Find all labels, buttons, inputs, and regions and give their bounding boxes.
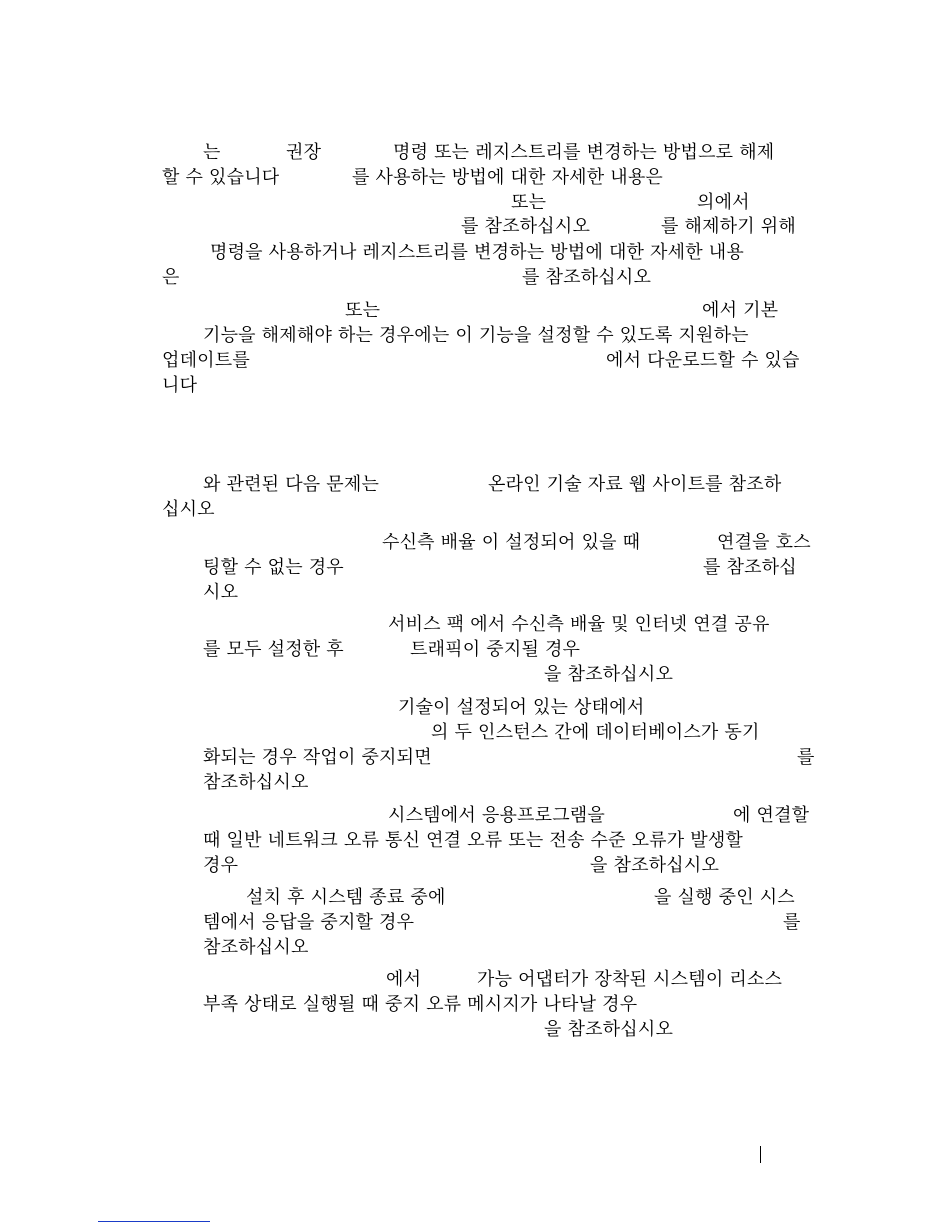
item6-l2: 부족 상태로 실행될 때 중지 오류 메시지가 나타날 경우 (203, 994, 638, 1015)
p2-l2: 기능을 해제해야 하는 경우에는 이 기능을 설정할 수 있도록 지원하는 (203, 325, 749, 346)
item3-l3b: 를 (797, 747, 815, 768)
item6-l3: 을 참조하십시오 (544, 1019, 674, 1040)
item1-l3: 시오 (203, 582, 239, 603)
intro-l1a: 와 관련된 다음 문제는 (203, 474, 380, 495)
p2-l4: 니다 (162, 375, 198, 396)
p2-l3b: 에서 다운로드할 수 있습 (606, 350, 800, 371)
item3-l3a: 화되는 경우 작업이 중지되면 (203, 747, 432, 768)
p1-l2b: 를 사용하는 방법에 대한 자세한 내용은 (352, 167, 664, 188)
page-number-separator (760, 1146, 761, 1163)
item5-l2b: 를 (783, 912, 801, 933)
p2-l3a: 업데이트를 (162, 350, 250, 371)
p1-l3a: 또는 (511, 192, 547, 213)
item1-l2b: 를 참조하십 (703, 557, 797, 578)
item3-l1: 기술이 설정되어 있는 상태에서 (398, 697, 645, 718)
p1-l3b: 의에서 (697, 192, 750, 213)
item4-l2: 때 일반 네트워크 오류 통신 연결 오류 또는 전송 수준 오류가 발생할 (203, 830, 744, 851)
item6-l1b: 가능 어댑터가 장착된 시스템이 리소스 (477, 969, 783, 990)
p1-l4a: 를 참조하십시오 (461, 216, 591, 237)
item1-l1: 수신측 배율 이 설정되어 있을 때 (382, 532, 641, 553)
p2-l1a: 또는 (345, 300, 381, 321)
p1-l1b: 권장 (286, 142, 322, 163)
item4-l1b: 에 연결할 (733, 805, 810, 826)
item2-l1: 서비스 팩 에서 수신측 배율 및 인터넷 연결 공유 (388, 614, 770, 635)
p1-l2a: 할 수 있습니다 (162, 167, 280, 188)
p1-l5: 명령을 사용하거나 레지스트리를 변경하는 방법에 대한 자세한 내용 (210, 242, 744, 263)
item1-l1b: 연결을 호스 (717, 532, 811, 553)
item4-l3a: 경우 (203, 855, 239, 876)
intro-l1b: 온라인 기술 자료 웹 사이트를 참조하 (488, 474, 782, 495)
item5-l1b: 을 실행 중인 시스 (654, 887, 795, 908)
item2-l2b: 트래픽이 중지될 경우 (410, 639, 581, 660)
item3-l2: 의 두 인스턴스 간에 데이터베이스가 동기 (431, 722, 760, 743)
p2-l1b: 에서 기본 (702, 300, 779, 321)
p1-l1c: 명령 또는 레지스트리를 변경하는 방법으로 해제 (393, 142, 775, 163)
item6-l1a: 에서 (386, 969, 422, 990)
item5-l1a: 설치 후 시스템 종료 중에 (246, 887, 446, 908)
item1-l2: 팅할 수 없는 경우 (203, 557, 344, 578)
p1-l1a: 는 (203, 142, 221, 163)
p1-l6b: 를 참조하십시오 (522, 267, 652, 288)
item2-l3: 을 참조하십시오 (544, 664, 674, 685)
intro-l2: 십시오 (162, 499, 215, 520)
item3-l4: 참조하십시오 (203, 772, 309, 793)
item5-l2a: 템에서 응답을 중지할 경우 (203, 912, 415, 933)
item4-l1a: 시스템에서 응용프로그램을 (388, 805, 605, 826)
item5-l3: 참조하십시오 (203, 937, 309, 958)
p1-l4b: 를 해제하기 위해 (661, 216, 796, 237)
p1-l6a: 은 (162, 267, 180, 288)
footnote-rule (98, 1221, 210, 1222)
item4-l3b: 을 참조하십시오 (590, 855, 720, 876)
item2-l2a: 를 모두 설정한 후 (203, 639, 344, 660)
